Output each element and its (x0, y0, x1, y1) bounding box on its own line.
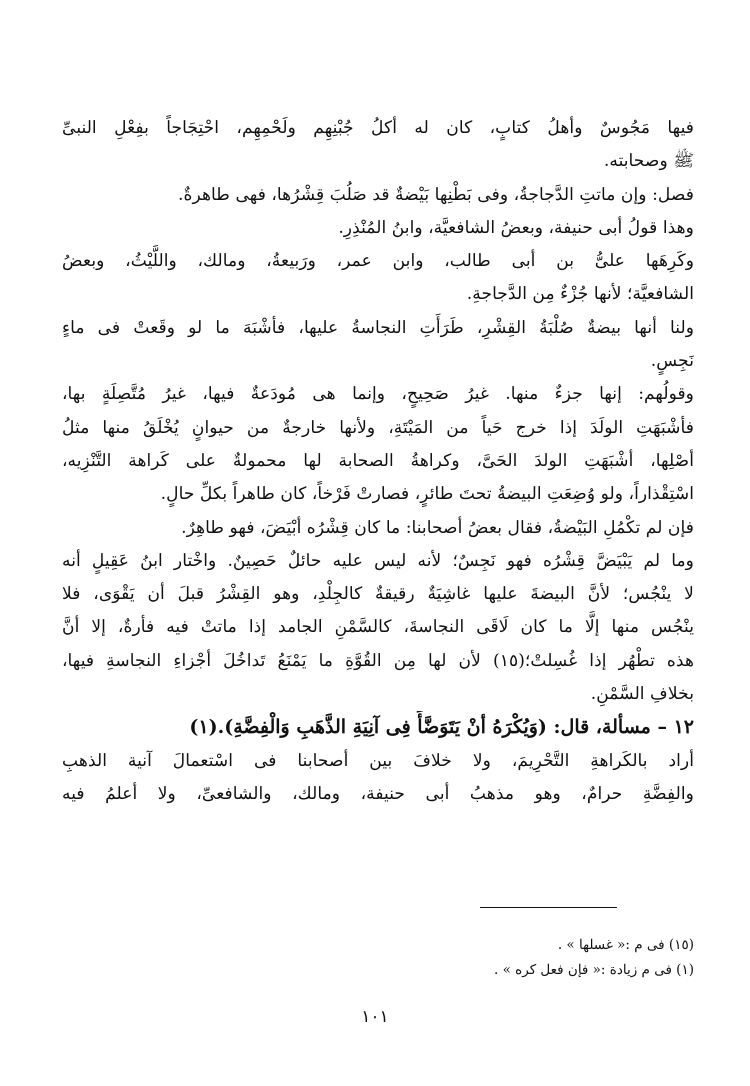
text-line: فيها مَجُوسٌ وأهلُ كتابٍ، كان له أكلُ جُبْنِهِم ولَحْمِهِم، احْتِجَاجاً بفِعْلِ النبىِّ (62, 118, 694, 138)
text-line: والفِضَّةِ حرامٌ، وهو مذهبُ أبى حنيفة، ومالك، والشافعىِّ، ولا أعلمُ فيه (62, 783, 694, 804)
text-line: وكَرِهَها علىُّ بن أبى طالب، وابن عمر، ورَبيعةُ، ومالك، واللَّيْثُ، وبعضُ (62, 251, 694, 272)
footnote-divider (480, 907, 617, 908)
text-line: فأشْبَهَتِ الولَدَ إذا خرج حَياً من المَيْتَةِ، ولأنها خارجةٌ من حيوانٍ يُخْلَقُ منها مثلُ (62, 417, 694, 438)
text-line: لا ينْجُس؛ لأنَّ البيضةَ عليها غاشِيَةٌ رقيقةٌ كالجِلْدِ، وهو القِشْرُ قبلَ أن يَقْوَى، فلا (62, 584, 694, 605)
text-line: أراد بالكَراهةِ التَّحْرِيمَ، ولا خلافَ بين أصحابنا فى اسْتعمالَ آنية الذهبِ (62, 750, 694, 771)
text-line: فإن لم تكْمُلِ البَيْضةُ، فقال بعضُ أصحابنا: ما كان قِشْرُه أبْيَضَ، فهو طاهِرٌ. (181, 517, 694, 538)
text-line: ينْجُس منها إلَّا ما كان لَاقَى النجاسةَ، كالسَّمْنِ الجامد إذا ماتتْ فيه فأرةٌ، إلا أنَّ (62, 617, 694, 638)
text-line: وهذا قولُ أبى حنيفة، وبعضُ الشافعيَّة، وابنُ المُنْذِرِ. (338, 217, 694, 238)
issue-heading-line: ١٢ – مسألة، قال: (وَيُكْرَهُ أنْ يَتَوَضَّأَ فِى آنِيَةِ الذَّهَبِ وَالْفِضَّةِ).(١) (189, 716, 694, 739)
text-line: وما لم يَبْيَضَّ قِشْرُه فهو نَجِسٌ؛ لأنه ليس عليه حائلٌ حَصِينٌ. واخْتار ابنُ عَقِيلٍ أنه (62, 550, 694, 571)
footnote: (١) فى م زيادة :« فإن فعل كره » . (494, 962, 694, 978)
section-heading-line: فصل: وإن ماتتِ الدَّجاجةُ، وفى بَطْنِها بَيْضةٌ قد صَلُبَ قِشْرُها، فهى طاهرةٌ. (178, 184, 694, 205)
text-line: اسْتِقْذاراً، ولو وُضِعَتِ البيضةُ تحتَ طائرٍ، فصارتْ فَرْخاً، كان طاهراً بكلِّ حالٍ. (160, 484, 694, 505)
text-line: أصْلِها، أشْبَهَتِ الولدَ الحَىَّ، وكراهةُ الصحابة لها محمولةٌ على كَراهة التَّنْزِيه، (62, 450, 694, 471)
text-line: نَجِسٍ. (650, 351, 694, 372)
text-line: ﷺ وصحابته. (603, 151, 694, 172)
page-number: ١٠١ (361, 1007, 389, 1027)
page-body (62, 112, 694, 811)
text-line: بخلافِ السَّمْنِ. (590, 684, 694, 705)
text-line: ولنا أنها بيضةٌ صُلْبَةُ القِشْرِ، طَرَأَتِ النجاسةُ عليها، فأشْبَهَ ما لو وقَعتْ فى ماءٍ (62, 317, 694, 338)
text-line: هذه تطْهُر إذا غُسِلتْ؛(١٥) لأن لها مِن القُوَّةِ ما يَمْنَعُ تَداخُلَ أجْزاءِ النجاسةِ فيها، (62, 650, 694, 671)
text-line: الشافعيَّة؛ لأنها جُزْءٌ مِن الدَّجاجةِ. (466, 284, 694, 305)
footnote: (١٥) فى م :« غسلها » . (557, 937, 694, 953)
text-line: وقولُهم: إنها جزءٌ منها. غيرُ صَحِيحٍ، وإنما هى مُودَعةٌ فيها، غيرُ مُتَّصِلَةٍ بها، (62, 384, 694, 405)
